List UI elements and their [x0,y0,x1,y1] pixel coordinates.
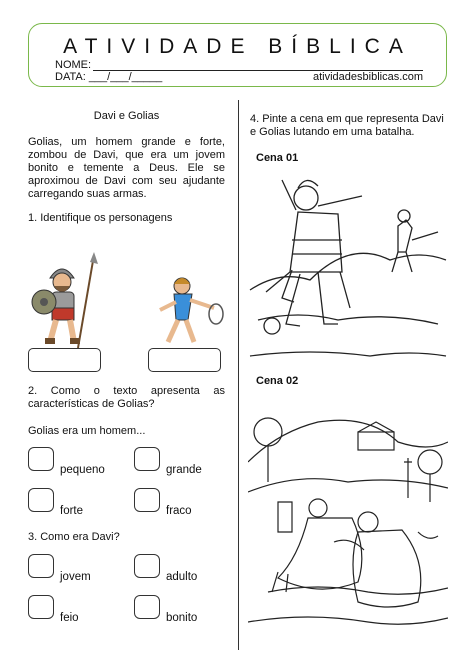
option-adulto: adulto [166,571,198,583]
header-frame [28,23,447,87]
answer-box-golias[interactable] [28,348,101,372]
option-forte: forte [60,505,84,517]
golias-prompt: Golias era um homem... [28,425,146,437]
answer-box-davi[interactable] [148,348,221,372]
date-field[interactable]: DATA: ___/___/_____ [55,71,163,83]
checkbox-grande[interactable] [134,447,160,471]
checkbox-fraco[interactable] [134,488,160,512]
checkbox-feio[interactable] [28,595,54,619]
scene-1-label: Cena 01 [256,152,299,164]
option-pequeno: pequeno [60,464,105,476]
golias-illustration [28,250,108,350]
option-grande: grande [166,464,202,476]
option-jovem: jovem [60,571,91,583]
checkbox-jovem[interactable] [28,554,54,578]
site-url: atividadesbiblicas.com [313,71,424,83]
checkbox-forte[interactable] [28,488,54,512]
question-3: 3. Como era Davi? [28,531,120,543]
page-title: ATIVIDADE BÍBLICA [63,35,412,58]
name-label: NOME: [55,59,92,71]
question-4: 4. Pinte a cena em que representa Davi e Golias lutando em uma batalha. [250,113,444,138]
checkbox-adulto[interactable] [134,554,160,578]
option-fraco: fraco [166,505,192,517]
scene-1-image[interactable] [248,170,448,360]
option-feio: feio [60,612,79,624]
scene-2-image[interactable] [248,392,448,647]
checkbox-bonito[interactable] [134,595,160,619]
story-title: Davi e Golias [93,110,160,122]
question-2: 2. Como o texto apresenta as características de Golias? [28,385,225,410]
checkbox-pequeno[interactable] [28,447,54,471]
column-divider [238,100,239,650]
option-bonito: bonito [166,612,198,624]
davi-illustration [152,272,230,350]
question-1: 1. Identifique os personagens [28,212,173,224]
scene-2-label: Cena 02 [256,375,299,387]
story-text: Golias, um homem grande e forte, zombou de Davi, que era um jovem bonito e temente a Deus. Ele se aproximou de Davi com seu ajudante carregando suas armas. [28,136,225,200]
